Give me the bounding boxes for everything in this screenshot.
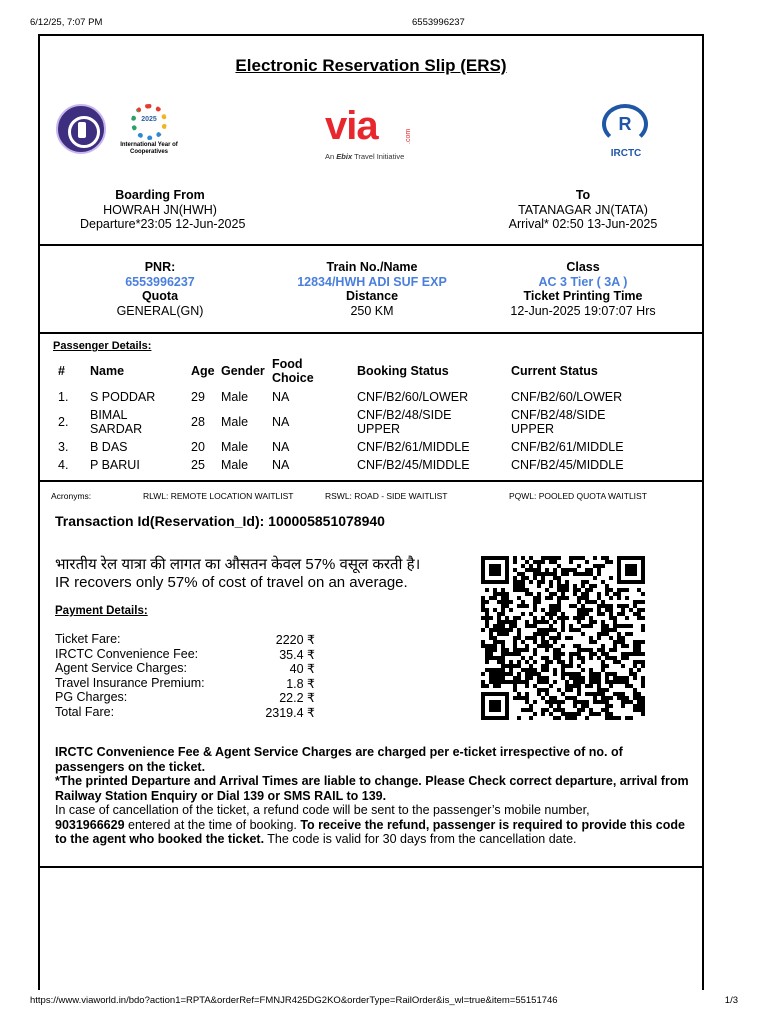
payment-row: [55, 676, 315, 691]
table-row: [40, 457, 702, 475]
via-tagline-prefix: An: [325, 152, 335, 161]
acronyms-label: Acronyms:: [51, 491, 92, 501]
row-name: P BARUI: [90, 458, 140, 472]
refund-note-bold: To receive the refund, passenger is required to provide this code to the agent who booked the ticket.: [55, 817, 685, 846]
row-name: [90, 408, 142, 436]
irctc-mark-icon: R: [618, 114, 632, 134]
print-time-value: 12-Jun-2025 19:07:07 Hrs: [510, 303, 656, 318]
payment-value: 2319.4 ₹: [265, 705, 315, 720]
header-num: #: [58, 364, 65, 378]
payment-row: [55, 690, 315, 705]
row-booking-line1: CNF/B2/48/SIDE: [357, 408, 452, 422]
destination-station: TATANAGAR JN(TATA): [518, 202, 648, 217]
table-row: [40, 388, 702, 405]
payment-value: 1.8 ₹: [286, 676, 315, 691]
page-title: Electronic Reservation Slip (ERS): [235, 56, 507, 75]
destination-block: [488, 188, 678, 232]
boarding-station: HOWRAH JN(HWH): [103, 202, 217, 217]
row-gender: Male: [221, 415, 249, 429]
row-name: B DAS: [90, 440, 128, 454]
payment-row: [55, 661, 315, 676]
via-wordmark: via: [325, 104, 378, 148]
row-booking-status: CNF/B2/45/MIDDLE: [357, 458, 470, 472]
payment-value: 40 ₹: [289, 662, 315, 677]
row-num: 2.: [58, 415, 69, 429]
cooperatives-year-logo-icon: [114, 104, 184, 162]
header-current-status: Current Status: [511, 364, 598, 378]
train-label: Train No./Name: [326, 260, 418, 274]
header-food-line2: Choice: [272, 371, 314, 385]
payment-details: [55, 632, 315, 720]
row-gender: Male: [221, 390, 249, 404]
row-current-status: CNF/B2/61/MIDDLE: [511, 440, 624, 454]
header-booking-status: Booking Status: [357, 364, 449, 378]
divider: [40, 480, 702, 482]
payment-value: 2220 ₹: [275, 633, 315, 647]
payment-label: Total Fare:: [55, 704, 115, 719]
pnr-block: [80, 260, 240, 318]
convenience-fee-note: IRCTC Convenience Fee & Agent Service Charges are charged per e-ticket irrespective of no. of passengers on the ticket.: [55, 745, 623, 774]
via-dotcom: .com: [405, 128, 412, 144]
distance-label: Distance: [345, 289, 399, 303]
payment-row: [55, 647, 315, 662]
departure-time: Departure*23:05 12-Jun-2025: [80, 217, 246, 231]
payment-row: [55, 705, 315, 720]
page-number: 1/3: [724, 995, 738, 1006]
row-food: NA: [272, 440, 290, 454]
refund-note-mid: entered at the time of booking.: [124, 817, 301, 832]
indian-railways-logo-icon: [56, 104, 106, 154]
arrival-time: Arrival* 02:50 13-Jun-2025: [508, 217, 658, 231]
row-booking-status: CNF/B2/60/LOWER: [357, 390, 469, 404]
row-food: NA: [272, 415, 290, 429]
payment-value: 35.4 ₹: [279, 647, 315, 662]
cost-note-hindi: भारतीय रेल यात्रा की लागत का औसतन केवल 57% वसूल करती है।: [55, 556, 421, 573]
acronym-pqwl: PQWL: POOLED QUOTA WAITLIST: [509, 491, 647, 501]
passenger-mobile: 9031966629: [55, 817, 125, 832]
header-food-line1: Food: [272, 357, 303, 371]
row-name: S PODDAR: [90, 390, 156, 404]
class-value: AC 3 Tier ( 3A ): [538, 274, 628, 289]
row-name-line1: BIMAL: [90, 408, 128, 422]
row-food: NA: [272, 458, 290, 472]
payment-row: [55, 632, 315, 647]
ticket-notes: [55, 745, 695, 847]
class-block: [498, 260, 668, 318]
irctc-logo-icon: [598, 104, 654, 162]
divider: [40, 244, 702, 246]
row-food: NA: [272, 390, 290, 404]
qr-code-icon: [480, 556, 646, 720]
transaction-id: Transaction Id(Reservation_Id): 100005851078940: [55, 513, 385, 529]
via-tagline: [325, 152, 404, 161]
payment-label: Travel Insurance Premium:: [55, 675, 205, 690]
divider: [40, 332, 702, 334]
payment-label: IRCTC Convenience Fee:: [55, 646, 199, 661]
table-row: [40, 439, 702, 457]
passenger-table: [40, 354, 702, 475]
payment-label: Ticket Fare:: [55, 632, 121, 646]
pnr-label: PNR:: [144, 260, 176, 274]
payment-value: 22.2 ₹: [279, 691, 315, 706]
row-num: 4.: [58, 458, 69, 472]
row-current-status: CNF/B2/60/LOWER: [511, 390, 623, 404]
class-label: Class: [566, 260, 600, 274]
row-age: 28: [191, 415, 205, 429]
row-current-status: CNF/B2/45/MIDDLE: [511, 458, 624, 472]
via-tagline-suffix: Travel Initiative: [354, 152, 405, 161]
cooperatives-caption: International Year of Cooperatives: [120, 142, 178, 155]
row-age: 25: [191, 458, 205, 472]
header-gender: Gender: [221, 364, 265, 378]
refund-note-start: In case of cancellation of the ticket, a refund code will be sent to the passenger’s mobile number,: [55, 803, 590, 817]
row-booking-line2: UPPER: [357, 422, 401, 436]
row-current-line1: CNF/B2/48/SIDE: [511, 408, 606, 422]
acronym-rlwl: RLWL: REMOTE LOCATION WAITLIST: [143, 491, 294, 501]
distance-value: 250 KM: [350, 303, 394, 318]
print-header: [30, 17, 738, 31]
row-booking-status: CNF/B2/61/MIDDLE: [357, 440, 470, 454]
row-age: 29: [191, 390, 205, 404]
pnr-value: 6553996237: [125, 274, 195, 289]
reservation-slip: [38, 34, 704, 990]
destination-label: To: [575, 188, 591, 202]
train-block: [272, 260, 472, 318]
row-gender: Male: [221, 458, 249, 472]
timing-note: *The printed Departure and Arrival Times are liable to change. Please Check correct departure, arrival from Railway Station Enquiry or Dial 139 or SMS RAIL to 139.: [55, 774, 689, 803]
print-time-label: Ticket Printing Time: [523, 289, 643, 303]
row-num: 1.: [58, 390, 69, 404]
table-row: [40, 405, 702, 439]
row-booking-status: [357, 408, 451, 436]
train-value: 12834/HWH ADI SUF EXP: [297, 274, 447, 289]
print-doc-id: 6553996237: [412, 17, 465, 28]
header-age: Age: [191, 364, 215, 378]
row-current-status: [511, 408, 605, 436]
print-footer: [30, 995, 738, 1009]
row-current-line2: UPPER: [511, 422, 555, 436]
boarding-label: Boarding From: [115, 188, 205, 202]
refund-note: [55, 803, 695, 847]
payment-label: Agent Service Charges:: [55, 661, 188, 676]
divider: [40, 866, 702, 868]
refund-note-end: The code is valid for 30 days from the cancellation date.: [264, 832, 577, 846]
passenger-table-header: [40, 354, 702, 388]
row-name-line2: SARDAR: [90, 422, 143, 436]
row-num: 3.: [58, 440, 69, 454]
passenger-details-title: Passenger Details:: [53, 340, 152, 352]
print-date: 6/12/25, 7:07 PM: [30, 17, 103, 28]
via-logo-icon: [323, 104, 433, 164]
header-food: [272, 357, 314, 385]
payment-details-title: Payment Details:: [55, 605, 148, 617]
irctc-label: IRCTC: [610, 148, 642, 159]
row-age: 20: [191, 440, 205, 454]
payment-label: PG Charges:: [55, 690, 128, 705]
quota-value: GENERAL(GN): [116, 303, 204, 318]
acronym-rswl: RSWL: ROAD - SIDE WAITLIST: [325, 491, 448, 501]
boarding-block: [80, 188, 246, 232]
quota-label: Quota: [141, 289, 179, 303]
page-url-link[interactable]: https://www.viaworld.in/bdo?action1=RPTA&orderRef=FMNJR425DG2KO&orderType=RailOrder&is_wl=true&item=55151746: [30, 995, 558, 1006]
via-tagline-brand: Ebix: [336, 152, 353, 161]
header-name: Name: [90, 364, 125, 378]
row-gender: Male: [221, 440, 249, 454]
cost-note-english: IR recovers only 57% of cost of travel on an average.: [55, 574, 408, 591]
cooperatives-year: 2025: [141, 116, 157, 123]
